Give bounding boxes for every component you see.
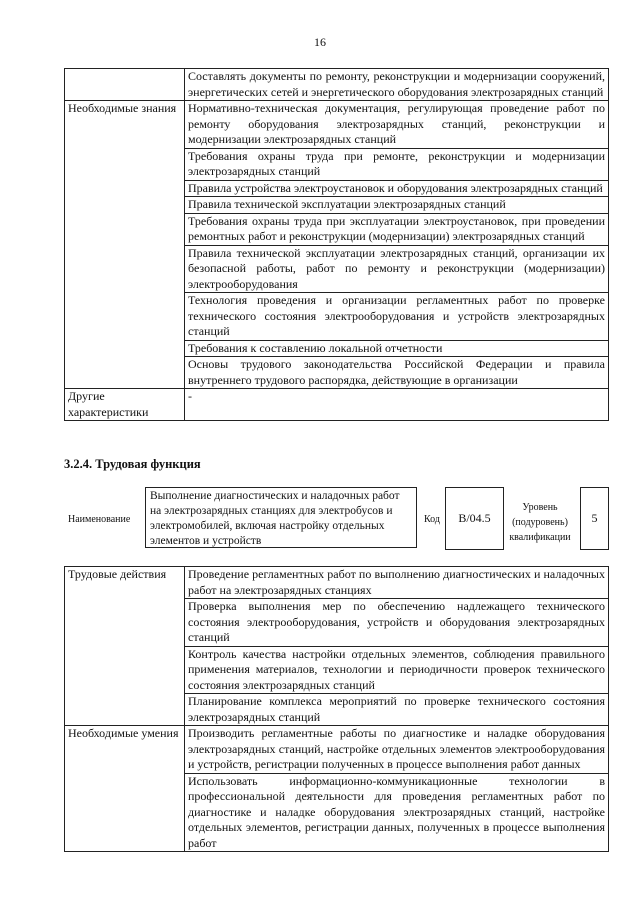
row-item: Правила устройства электроустановок и оборудования электрозарядных станций [185, 180, 609, 197]
row-item: Проведение регламентных работ по выполнению диагностических и наладочных работ на электрозарядных станциях [185, 567, 609, 599]
row-item: - [185, 389, 609, 421]
table-row [65, 69, 609, 101]
row-label: Трудовые действия [65, 567, 185, 726]
row-item: Основы трудового законодательства Российской Федерации и правила внутреннего трудового распорядка, действующие в организации [185, 357, 609, 389]
row-item: Использовать информационно-коммуникационные технологии в профессиональной деятельности для проведения регламентных работ по диагностике и наладке оборудования электрозарядных станций, настройке отдельных элементов, регистрации данных, полученных в процессе выполнения работ [185, 773, 609, 852]
function-code-box: B/04.5 [445, 487, 504, 550]
level-label: Уровень (подуровень) квалификации [509, 502, 571, 543]
labor-actions-table [64, 566, 609, 852]
row-item: Требования охраны труда при ремонте, реконструкции и модернизации электрозарядных станций [185, 148, 609, 180]
row-item: Правила технической эксплуатации электрозарядных станций, организации их безопасной работы, работ по ремонту и реконструкции (модернизации) электрооборудования [185, 245, 609, 293]
table-row [65, 726, 609, 774]
table-row [65, 567, 609, 599]
row-item: Требования к составлению локальной отчетности [185, 340, 609, 357]
row-label: Другие характеристики [65, 389, 185, 421]
table-row [65, 389, 609, 421]
name-label: Наименование [68, 514, 131, 525]
row-label: Необходимые умения [65, 726, 185, 852]
row-item: Технология проведения и организации регламентных работ по проверке технического состояния электрооборудования и устройств электрозарядных станций [185, 293, 609, 341]
row-item: Нормативно-техническая документация, регулирующая проведение работ по ремонту оборудования электрозарядных станций, реконструкции и модернизации электрозарядных станций [185, 101, 609, 149]
code-label: Код [424, 514, 440, 525]
function-name-box: Выполнение диагностических и наладочных работ на электрозарядных станциях для электробусов и электромобилей, включая настройку отдельных элементов и устройств [145, 487, 417, 548]
section-title: 3.2.4. Трудовая функция [64, 457, 201, 471]
row-label: Необходимые знания [65, 101, 185, 389]
level-value-box: 5 [580, 487, 609, 550]
row-item: Требования охраны труда при эксплуатации электроустановок, при проведении ремонтных работ и реконструкции (модернизации) электрозарядных станций [185, 213, 609, 245]
row-item: Проверка выполнения мер по обеспечению надлежащего технического состояния электрооборудования, устройств и оборудования электрозарядных станций [185, 599, 609, 647]
row-item: Планирование комплекса мероприятий по проверке технического состояния электрозарядных станций [185, 694, 609, 726]
knowledge-table [64, 68, 609, 421]
row-item: Производить регламентные работы по диагностике и наладке оборудования электрозарядных станций, настройке отдельных элементов электрооборудования и устройств, регистрации полученных в процессе выполнения работ данных [185, 726, 609, 774]
row-label [65, 69, 185, 101]
row-item: Контроль качества настройки отдельных элементов, соблюдения правильного применения материалов, технологии и периодичности проверок технического состояния электрозарядных станций [185, 646, 609, 694]
table-row [65, 101, 609, 149]
row-item: Составлять документы по ремонту, реконструкции и модернизации сооружений, энергетических сетей и энергетического оборудования электрозарядных станций [185, 69, 609, 101]
row-item: Правила технической эксплуатации электрозарядных станций [185, 197, 609, 214]
page-number: 16 [314, 35, 326, 49]
